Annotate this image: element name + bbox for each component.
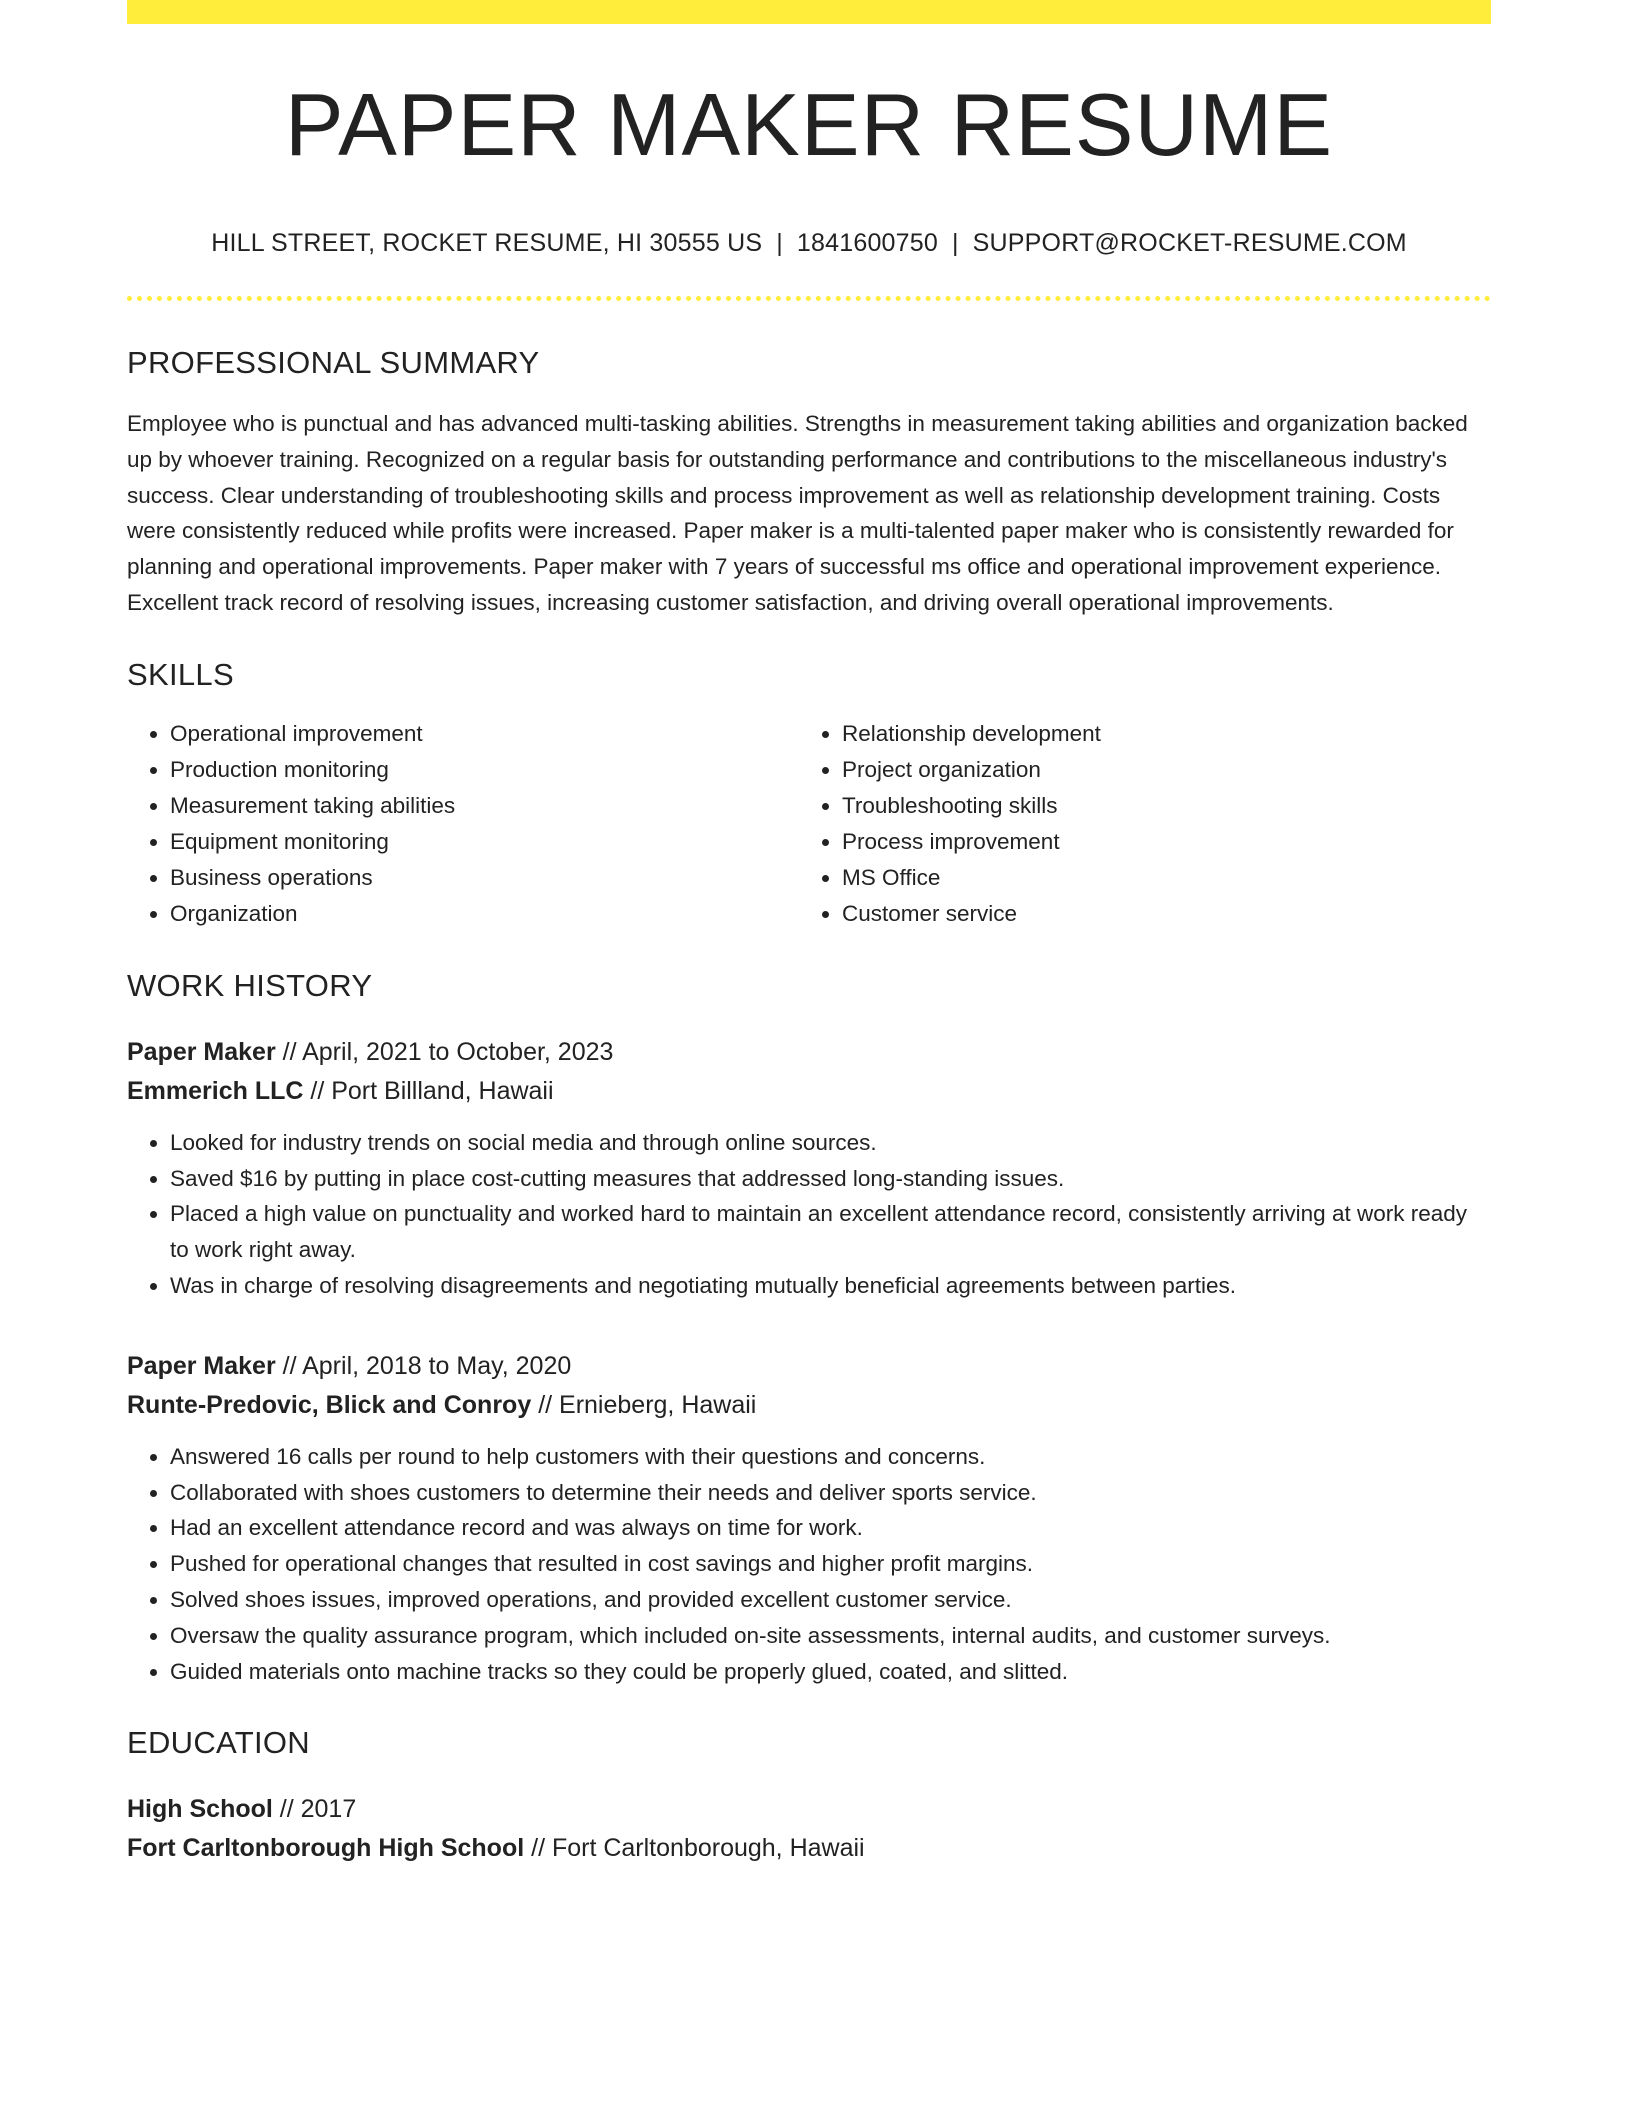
education-heading: EDUCATION	[127, 1725, 310, 1761]
job-bullet: • Oversaw the quality assurance program, which included on-site assessments, internal audits, and customer surveys.	[170, 1618, 1491, 1654]
work-history-heading: WORK HISTORY	[127, 967, 373, 1003]
job-entry	[127, 1033, 1491, 1304]
education-year: // 2017	[272, 1795, 357, 1824]
skills-column-1	[127, 716, 799, 932]
contact-phone: 1841600750	[796, 229, 938, 257]
job-dates: // April, 2021 to October, 2023	[275, 1037, 614, 1066]
skill-item: • Business operations	[170, 860, 799, 896]
skills-column-2	[799, 716, 1491, 932]
resume-title: PAPER MAKER RESUME	[284, 75, 1334, 174]
job-company: Runte-Predovic, Blick and Conroy	[127, 1390, 532, 1419]
job-bullet: • Answered 16 calls per round to help customers with their questions and concerns.	[170, 1439, 1491, 1475]
skill-item: • Relationship development	[842, 716, 1491, 752]
skill-item: • Troubleshooting skills	[842, 788, 1491, 824]
contact-line	[127, 231, 1491, 256]
summary-text: Employee who is punctual and has advanced multi-tasking abilities. Strengths in measurement taking abilities and organization backed up by whoever training. Recognized on a regular basis for outstanding performance and contributions to the miscellaneous industry's success. Clear understanding of troubleshooting skills and process improvement as well as relationship development training. Costs were consistently reduced while profits were increased. Paper maker is a multi-talented paper maker who is consistently rewarded for planning and operational improvements. Paper maker with 7 years of successful ms office and operational improvement experience. Excellent track record of resolving issues, increasing customer satisfaction, and driving overall operational improvements.	[127, 411, 1468, 615]
contact-email: SUPPORT@ROCKET-RESUME.COM	[972, 229, 1407, 257]
job-title-line	[127, 1033, 1491, 1072]
dotted-divider	[127, 296, 1491, 301]
education-school-line	[127, 1829, 1491, 1868]
skills-heading: SKILLS	[127, 656, 234, 692]
contact-address: HILL STREET, ROCKET RESUME, HI 30555 US	[211, 229, 763, 257]
job-bullets	[127, 1439, 1491, 1690]
job-company-line	[127, 1386, 1491, 1425]
job-bullet: • Had an excellent attendance record and was always on time for work.	[170, 1510, 1491, 1546]
skill-item: • Production monitoring	[170, 752, 799, 788]
skill-item: • Measurement taking abilities	[170, 788, 799, 824]
job-location: // Port Billland, Hawaii	[303, 1076, 554, 1105]
job-bullet: • Was in charge of resolving disagreements and negotiating mutually beneficial agreements between parties.	[170, 1268, 1491, 1304]
education-location: // Fort Carltonborough, Hawaii	[524, 1834, 865, 1863]
job-company-line	[127, 1072, 1491, 1111]
job-bullet: • Collaborated with shoes customers to determine their needs and deliver sports service.	[170, 1475, 1491, 1511]
job-bullet: • Solved shoes issues, improved operations, and provided excellent customer service.	[170, 1582, 1491, 1618]
skill-item: • Process improvement	[842, 824, 1491, 860]
job-entry	[127, 1347, 1491, 1690]
job-position: Paper Maker	[127, 1037, 276, 1066]
contact-separator: |	[776, 229, 783, 257]
skill-item: • Customer service	[842, 896, 1491, 932]
job-bullet: • Pushed for operational changes that resulted in cost savings and higher profit margins.	[170, 1546, 1491, 1582]
education-degree-line	[127, 1790, 1491, 1829]
accent-top-bar	[127, 0, 1491, 24]
job-title-line	[127, 1347, 1491, 1386]
job-bullet: • Saved $16 by putting in place cost-cutting measures that addressed long-standing issues.	[170, 1161, 1491, 1197]
skill-item: • Equipment monitoring	[170, 824, 799, 860]
job-bullets	[127, 1125, 1491, 1304]
job-dates: // April, 2018 to May, 2020	[275, 1351, 572, 1380]
skill-item: • Project organization	[842, 752, 1491, 788]
summary-heading: PROFESSIONAL SUMMARY	[127, 345, 540, 380]
job-company: Emmerich LLC	[127, 1076, 304, 1105]
job-location: // Ernieberg, Hawaii	[531, 1390, 757, 1419]
resume-page	[127, 0, 1491, 1868]
education-entry	[127, 1790, 1491, 1868]
skills-list	[127, 716, 1491, 932]
contact-separator: |	[951, 229, 959, 257]
job-bullet: • Looked for industry trends on social media and through online sources.	[170, 1125, 1491, 1161]
education-degree: High School	[127, 1795, 273, 1824]
education-school: Fort Carltonborough High School	[127, 1834, 525, 1863]
job-position: Paper Maker	[127, 1351, 276, 1380]
job-bullet: • Guided materials onto machine tracks so they could be properly glued, coated, and slitted.	[170, 1654, 1491, 1690]
skill-item: • MS Office	[842, 860, 1491, 896]
skill-item: • Operational improvement	[170, 716, 799, 752]
job-bullet: • Placed a high value on punctuality and worked hard to maintain an excellent attendance record, consistently arriving at work ready to work right away.	[170, 1196, 1491, 1268]
skill-item: • Organization	[170, 896, 799, 932]
